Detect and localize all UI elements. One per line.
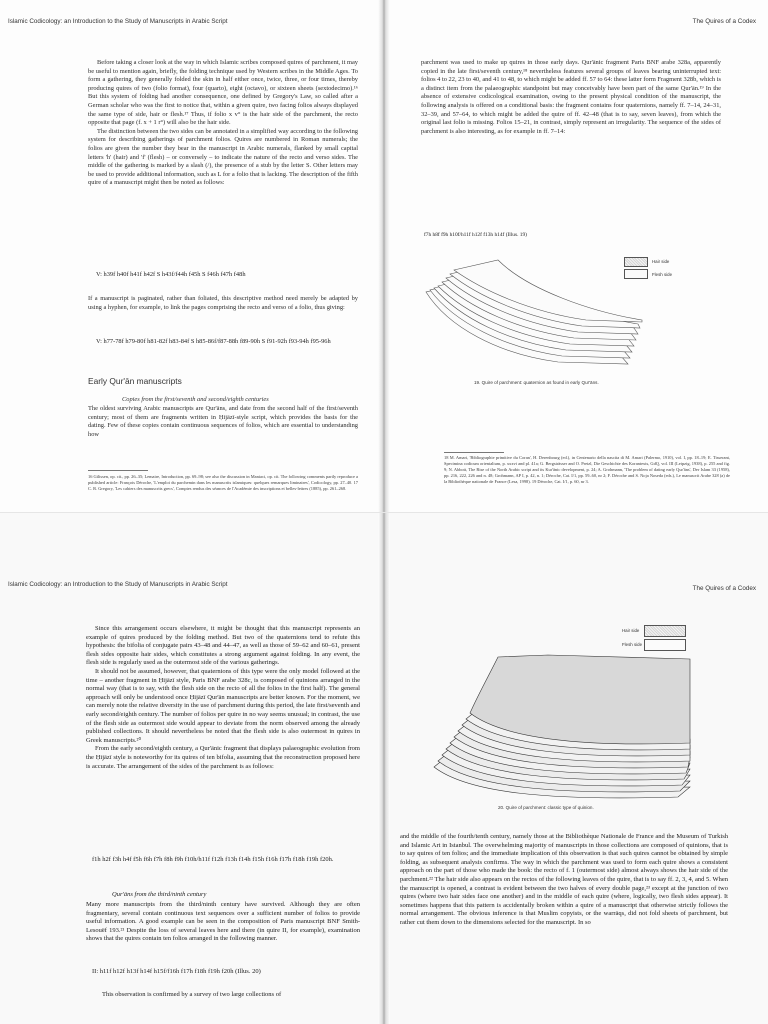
quire-formula: f1h h2f f3h h4f f5h f6h f7h f8h f9h f10h/h11f f12h f13h f14h f15h f16h f17h f18h f19h f20h. <box>92 856 334 863</box>
paragraph: From the early second/eighth century, a Qur'ānic fragment that displays palaeographic evolution from the Ḥijāzī style is noteworthy for its quires of ten bifolia, assuming that the reconstruction proposed here is accurate. The arrangement of the sides of the parchment is as follows: <box>86 745 360 770</box>
paragraph: parchment was used to make up quires in those early days. Qur'ānic fragment Paris BNF arabe 328a, apparently copied in the late first/seventh century,¹⁸ nevertheless features several groups of leaves bearing uninterrupted text: folios 4 to 22, 23 to 40, and 41 to 48, to which might be added ff. 57 to 64: these latter form Fragment 328b, which is a distinct item from the palaeographic standpoint but may conceivably have been part of the same Qur'ān.¹⁹ In the absence of extensive codicological examination, owing to the present physical condition of the manuscript, the following analysis is offered on a conditional basis: the fragment contains four quaternions, namely ff. 7–14, 24–31, 32–39, and 57–64, to which might be added the quire of ff. 42–48 (that is to say, seven leaves), from which the original last folio is missing. Folios 15–21, in contrast, simply represent an irregularity. The sequence of the sides of parchment is also interesting, as for example in ff. 7–14: <box>421 59 721 135</box>
body-text <box>400 833 728 928</box>
figure-caption: 19. Quire of parchment: quaternion as found in early Qur'āns. <box>474 380 599 385</box>
running-head: Islamic Codicology: an Introduction to the Study of Manuscripts in Arabic Script <box>8 18 228 25</box>
hair-side-swatch <box>644 625 686 637</box>
paragraph: It should not be assumed, however, that quaternions of this type were the only model followed at the time – another fragment in Ḥijāzī style, Paris BNF arabe 328c, is composed of quinions arranged in the normal way (that is to say, with the flesh side on the recto of all the folios in the first half). The general approach will only be understood once Ḥijāzī Qur'ān manuscripts are better known. For the moment, we can merely note the relative diversity in the use of parchment during this period, the late first/seventh and early second/eighth century. The number of folios per quire in no way seems unusual; in contrast, the use of the flesh side as outermost side would appear to deviate from the norm observed among the already published collections. It should nevertheless be noted that the flesh side is also outermost in quires in Greek manuscripts.²⁰ <box>86 667 360 744</box>
quire-formula: f7h h8f f9h h10f/h11f h12f f13h h14f (Illus. 19) <box>424 232 527 238</box>
subheading: Qur'āns from the third/ninth century <box>112 891 207 898</box>
section-heading: Early Qur'ān manuscripts <box>88 376 182 386</box>
page-75 <box>388 513 768 1024</box>
page-73 <box>388 0 768 512</box>
body-text <box>88 59 358 188</box>
body-text <box>86 625 360 771</box>
bottom-spread <box>0 512 768 1024</box>
quire-formula: V: h77-78f h79-80f h81-82f h83-84f S h85-86f/f87-88h f89-90h S f91-92h f93-94h f95-96h <box>96 338 331 345</box>
page-72 <box>0 0 380 512</box>
paragraph: Before taking a closer look at the way in which Islamic scribes composed quires of parchment, it may be useful to mention again, briefly, the folding technique used by Western scribes in the Middle Ages. To form a gathering, they generally folded the skin in half either once, twice, three, or four times, thereby producing quires of two (folio format), four (quarto), eight (octavo), or sixteen sheets (sextodecimo).¹⁶ But this system of folding had another consequence, one defined by Gregory's Law, so called after a German scholar who was the first to notice that, within a given quire, two facing folios always displayed the same type of side, hair or flesh.¹⁷ Thus, if folio x v° is the hair side of the parchment, the recto opposite that page (f. x + 1 r°) will also be the hair side. <box>88 59 358 127</box>
quire-formula: II: h11f h12f h13f h14f h15f/f16h f17h f18h f19h f20h (Illus. 20) <box>92 968 261 975</box>
legend-label: Flesh side <box>622 642 643 647</box>
paragraph: Many more manuscripts from the third/ninth century have survived. Although they are often fragmentary, several contain continuous text sequences over a sufficient number of folios to provide useful information. A good example can be seen in the composition of Paris manuscript BNF Smith-Lesouëf 193.²¹ Despite the loss of several leaves here and there (in quire II, for example), examination shows that the quires contain ten folios arranged in the following manner. <box>86 901 360 943</box>
body-text <box>102 991 360 1000</box>
paragraph: and the middle of the fourth/tenth century, namely those at the Bibliothèque Nationale de France and the Museum of Turkish and Islamic Art in Istanbul. The overwhelming majority of manuscripts in those collections are composed of quinions, that is to say quires of ten folios; and the immediate implication of this observation is that such quires cannot be obtained by simple folding, as subsequent analysis confirms. The way in which the parchment was used to form each quire shows a consistent approach on the part of those who made the book: the recto of f. 1 (outermost side) almost always shows the hair side of the parchment.²² The hair side also appears on the rectos of the following leaves of the quire, that is to say ff. 2, 3, 4, and 5. When the manuscript is opened, a contrast is evident between the two halves of every double page,²³ except at the junction of two quires (where two hair sides face one another) and in the middle of each quire (where, logically, two flesh sides appear). It sometimes happens that this pattern is accidentally broken within a quire of a manuscript that otherwise strictly follows the normal arrangement. The obvious inference is that Muslim copyists, or the warrāqs, did not fold sheets of parchment, but rather cut them down to the dimensions selected for the manuscript. In so <box>400 833 728 926</box>
footnote-rule <box>444 452 504 453</box>
running-head: The Quires of a Codex <box>692 18 756 25</box>
paragraph: If a manuscript is paginated, rather than foliated, this descriptive method need merely be adapted by using a hyphen, for example, to link the pages comprising the recto and verso of a folio, thus giving: <box>88 295 358 311</box>
quire-illustration <box>428 647 698 807</box>
body-text <box>86 901 360 944</box>
section-subtitle: Copies from the first/seventh and second/eighth centuries <box>122 396 269 403</box>
body-text <box>421 59 721 136</box>
running-head: Islamic Codicology: an Introduction to the Study of Manuscripts in Arabic Script <box>8 581 228 588</box>
footnote-rule <box>88 470 148 471</box>
paragraph: The oldest surviving Arabic manuscripts are Qur'āns, and date from the second half of the first/seventh century; most of them are fragments written in Ḥijāzī-style script, which provides the basis for the dating. Few of these copies contain continuous sequences of folios, which are essential to understanding how <box>88 405 358 438</box>
quire-illustration <box>408 252 648 377</box>
body-text <box>88 405 358 439</box>
paragraph: This observation is confirmed by a survey of two large collections of <box>102 991 282 998</box>
footnote: 16 Gilissen, op. cit., pp. 26–35; Lemaire, Introduction, pp. 69–98; see also the discussion in Maniaci, op. cit. The following comments partly reproduce a published article: François Déroche, 'L'emploi du parchemin dans les manuscrits islamiques: quelques remarques liminaires', Codicology, pp. 27–40. 17 C. R. Gregory, 'Les cahiers des manuscrits grecs', Comptes rendus des séances de l'Académie des inscriptions et belles-lettres (1885), pp. 261–268. <box>88 474 358 491</box>
quire-formula: V: h39f h40f h41f h42f S h43f/f44h f45h S f46h f47h f48h <box>96 271 246 278</box>
paragraph: The distinction between the two sides can be annotated in a simplified way according to the following system for describing gatherings of parchment folios. Quires are numbered in Roman numerals; the folios are given the number they bear in the manuscript in Arabic numerals, flanked by small capital letters 'h' (hair) and 'f' (flesh) – or conversely – to indicate the nature of the recto and verso sides. The middle of the gathering is marked by a slash (/), the presence of a stub by the letter S. Other letters may be used to provide additional information, such as L for a folio that is lacking. The description of the fifth quire of a manuscript might then be noted as follows: <box>88 127 358 187</box>
page-74 <box>0 513 380 1024</box>
figure-caption: 20. Quire of parchment: classic type of quinion. <box>498 805 594 810</box>
paragraph: Since this arrangement occurs elsewhere, it might be thought that this manuscript represents an example of quires produced by the folding method. But two of the quaternions tend to refute this hypothesis: the bifolia of conjugate pairs 43–48 and 44–47, as well as those of 59–62 and 60–61, present flesh sides opposite hair sides, which constitutes a strong argument against folding. In any event, the flesh side is regularly used as the outermost side of the various gatherings. <box>86 625 360 667</box>
legend-label: Flesh side <box>652 272 673 277</box>
running-head: The Quires of a Codex <box>692 585 756 592</box>
legend-label: Hair side <box>652 259 670 264</box>
footnote: 18 M. Amari, 'Bibliographie primitive du Coran', H. Derenbourg (ed.), in Centenario della nascita di M. Amari (Palermo, 1910), vol. I, pp. 18–19; E. Tisserant, Specimina codicum orientalium, p. xxxvi and pl. 41a; G. Bergsträsser and O. Pretzl, Die Geschichte des Korantexts, GdQ, vol. III (Leipzig, 1938), p. 255 and fig. 9; N. Abbott, The Rise of the North Arabic script and its Kur'ānic development, p. 24; A. Grohmann, 'The problem of dating early Qur'āns', Der Islam 33 (1958), pp. 216, 222, 226 and n. 48; Grohmann, AP I, p. 42, n. 1; Déroche, Cat. I/1, pp. 59–60, nr 2; F. Déroche and S. Noja Noseda (eds.), Le manuscrit Arabe 328 (a) de la Bibliothèque nationale de France (Lesa, 1998). 19 Déroche, Cat. I/1, p. 60, nr 3. <box>444 455 730 484</box>
legend-label: Hair side <box>622 628 640 633</box>
body-text <box>88 295 358 312</box>
